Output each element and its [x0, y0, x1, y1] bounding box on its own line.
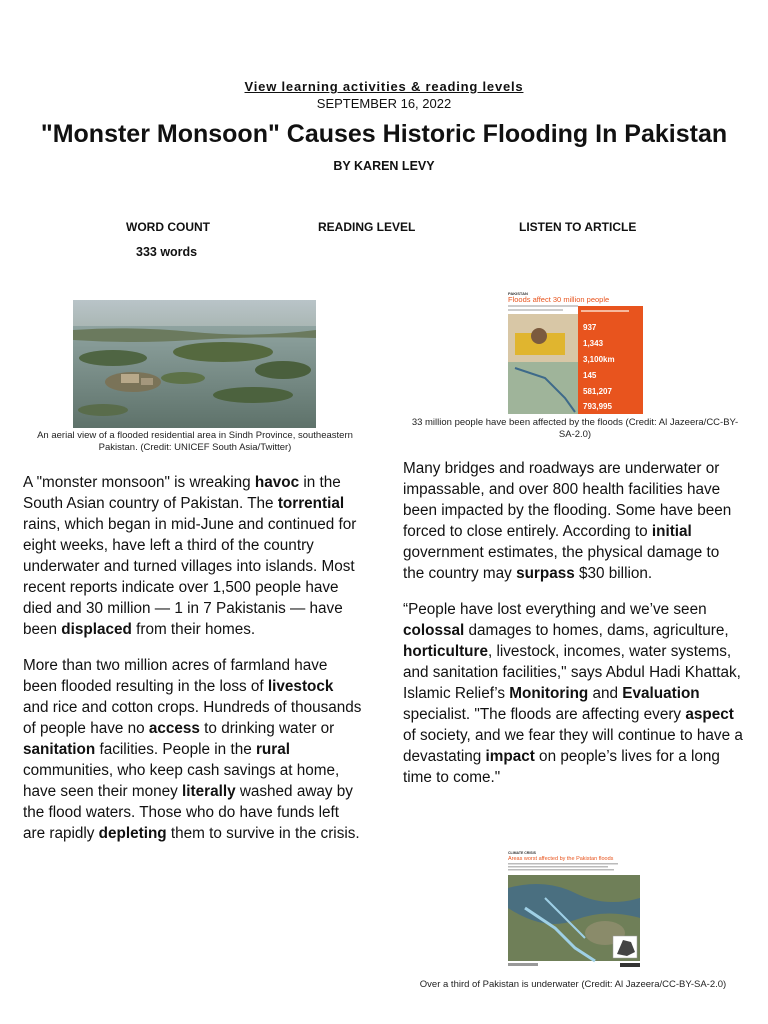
infographic1-kicker: PAKISTAN [508, 291, 528, 296]
infographic2-kicker: CLIMATE CRISIS [508, 851, 536, 855]
stat-deaths: 937 [583, 323, 597, 332]
left-paragraph-2: More than two million acres of farmland have been flooded resulting in the loss of livestock and rice and cotton crops. Hundreds of thousands of people have no access to drinking water or sanitation facilities. People in the rural communities, who keep cash savings at home, have seen their money literally washed away by the flood waters. Those who do have funds left are rapidly depleting them to survive in the crisis. [23, 657, 362, 842]
article-byline: BY KAREN LEVY [333, 159, 435, 173]
right-paragraph-2: “People have lost everything and we’ve seen colossal damages to homes, dams, agriculture, horticulture, livestock, incomes, water systems, and sanitation facilities," says Abdul Hadi Khattak, Islamic Relief’s Monitoring and Evaluation specialist. "The floods are affecting every aspect of society, and we fear they will continue to have a devastating impact on people’s lives for a long time to come." [403, 601, 743, 786]
vocab-surpass[interactable]: surpass [516, 565, 575, 582]
right-column [403, 458, 743, 803]
vocab-torrential[interactable]: torrential [277, 495, 345, 512]
vocab-horticulture[interactable]: horticulture [403, 643, 488, 660]
infographic2-caption: Over a third of Pakistan is underwater (Credit: Al Jazeera/CC-BY-SA-2.0) [419, 979, 727, 990]
infographic2-headline: Areas worst affected by the Pakistan floods [508, 856, 614, 862]
vocab-aspect[interactable]: aspect [685, 706, 734, 723]
vocab-access[interactable]: access [148, 720, 200, 737]
right-paragraph-1: Many bridges and roadways are underwater or impassable, and over 800 health facilities have been impacted by the flooding. Some have been forced to close entirely. According to initial government estimates, the physical damage to the country may surpass $30 billion. [403, 460, 732, 582]
article-meta [0, 220, 768, 260]
vocab-depleting[interactable]: depleting [98, 825, 167, 842]
reading-level-label[interactable]: READING LEVEL [318, 220, 416, 234]
vocab-sanitation[interactable]: sanitation [23, 741, 96, 758]
stat-roads: 3,100km [583, 355, 615, 364]
listen-to-article-button[interactable]: LISTEN TO ARTICLE [519, 220, 637, 234]
vocab-evaluation[interactable]: Evaluation [622, 685, 700, 702]
learning-activities-link[interactable]: View learning activities & reading levels [244, 79, 524, 94]
vocab-monitoring[interactable]: Monitoring [509, 685, 589, 702]
photo1-caption: An aerial view of a flooded residential area in Sindh Province, southeastern Pakistan. (Credit: UNICEF South Asia/Twitter) [37, 430, 353, 453]
infographic1-caption: 33 million people have been affected by the floods (Credit: Al Jazeera/CC-BY-SA-2.0) [411, 417, 739, 440]
word-count-label: WORD COUNT [126, 220, 210, 234]
left-paragraph-1: A "monster monsoon" is wreaking havoc in the South Asian country of Pakistan. The torrential rains, which began in mid-June and continued for eight weeks, have left a third of the country underwater and turned villages into islands. Most recent reports indicate over 1,500 people have died and 30 million — 1 in 7 Pakistanis — have been displaced from their homes. [23, 474, 357, 638]
stat-injured: 1,343 [583, 339, 604, 348]
floods-infographic [505, 288, 643, 414]
vocab-displaced[interactable]: displaced [61, 621, 132, 638]
vocab-initial[interactable]: initial [651, 523, 692, 540]
vocab-havoc[interactable]: havoc [254, 474, 300, 491]
article-header [0, 78, 768, 173]
vocab-colossal[interactable]: colossal [403, 622, 465, 639]
flood-map-infographic [505, 848, 643, 970]
left-column [23, 472, 363, 859]
infographic1-headline: Floods affect 30 million people [508, 295, 610, 304]
vocab-impact[interactable]: impact [485, 748, 535, 765]
vocab-literally[interactable]: literally [182, 783, 236, 800]
article-date: SEPTEMBER 16, 2022 [316, 96, 452, 111]
article-title: "Monster Monsoon" Causes Historic Flooding In Pakistan [40, 120, 728, 148]
stat-livestock: 793,995 [583, 402, 612, 411]
stat-bridges: 145 [583, 371, 597, 380]
vocab-rural[interactable]: rural [255, 741, 290, 758]
stat-houses: 581,207 [583, 387, 612, 396]
flood-aerial-photo [73, 300, 316, 428]
word-count-value: 333 words [136, 245, 198, 259]
vocab-livestock[interactable]: livestock [267, 678, 334, 695]
